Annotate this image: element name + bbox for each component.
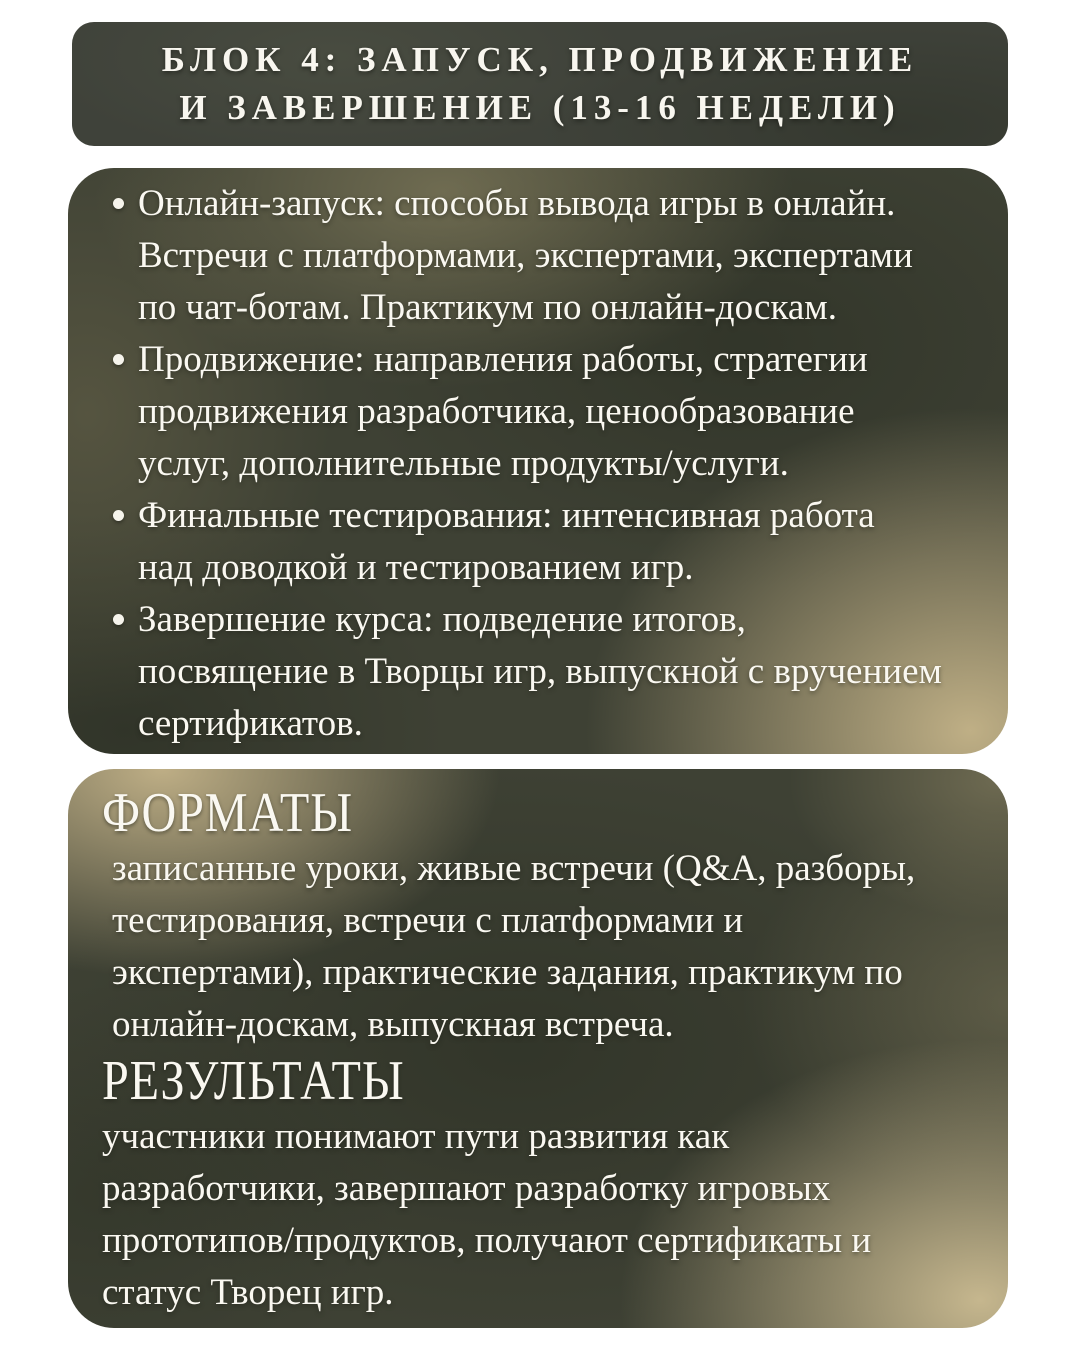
bullet-line: продвижения разработчика, ценообразование: [138, 391, 855, 432]
formats-section: [102, 783, 974, 843]
formats-line: записанные уроки, живые встречи (Q&A, разборы,: [112, 848, 916, 889]
program-card: [68, 168, 1008, 754]
formats-results-content: [68, 769, 1008, 1319]
bullet-dot-icon: [113, 354, 124, 365]
block-title-banner: [72, 22, 1008, 146]
bullet-line: посвящение в Творцы игр, выпускной с вручением: [138, 651, 942, 692]
bullet-dot-icon: [113, 614, 124, 625]
results-line: участники понимают пути развития как: [102, 1116, 730, 1157]
formats-line: тестирования, встречи с платформами и: [112, 900, 744, 941]
bullet-line: по чат-ботам. Практикум по онлайн-доскам.: [138, 287, 837, 328]
program-bullet-list: [68, 168, 1008, 750]
bullet-line: Онлайн-запуск: способы вывода игры в онлайн.: [138, 183, 896, 224]
bullet-item-online-launch: [112, 178, 974, 334]
bullet-dot-icon: [113, 198, 124, 209]
bullet-dot-icon: [113, 510, 124, 521]
bullet-line: сертификатов.: [138, 703, 363, 744]
formats-results-card: [68, 769, 1008, 1328]
results-line: статус Творец игр.: [102, 1272, 394, 1313]
block-title-line-1: БЛОК 4: ЗАПУСК, ПРОДВИЖЕНИЕ: [161, 40, 919, 79]
bullet-item-promotion: [112, 334, 974, 490]
results-section: [102, 1051, 974, 1111]
bullet-line: Финальные тестирования: интенсивная работа: [138, 495, 875, 536]
results-line: разработчики, завершают разработку игровых: [102, 1168, 831, 1209]
bullet-line: Встречи с платформами, экспертами, экспертами: [138, 235, 913, 276]
formats-body: [102, 843, 974, 1051]
bullet-item-course-completion: [112, 594, 974, 750]
formats-line: онлайн-доскам, выпускная встреча.: [112, 1004, 674, 1045]
results-body: [102, 1111, 974, 1319]
formats-heading: ФОРМАТЫ: [102, 782, 354, 844]
bullet-line: Завершение курса: подведение итогов,: [138, 599, 746, 640]
bullet-item-final-testing: [112, 490, 974, 594]
formats-line: экспертами), практические задания, практикум по: [112, 952, 903, 993]
bullet-line: услуг, дополнительные продукты/услуги.: [138, 443, 789, 484]
block-title-line-2: И ЗАВЕРШЕНИЕ (13-16 НЕДЕЛИ): [179, 88, 901, 127]
bullet-line: Продвижение: направления работы, стратегии: [138, 339, 868, 380]
results-line: прототипов/продуктов, получают сертификаты и: [102, 1220, 872, 1261]
bullet-line: над доводкой и тестированием игр.: [138, 547, 694, 588]
results-heading: РЕЗУЛЬТАТЫ: [102, 1050, 405, 1112]
